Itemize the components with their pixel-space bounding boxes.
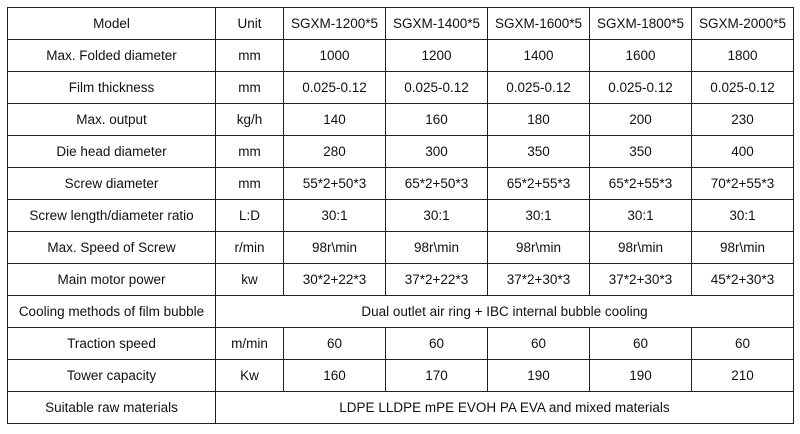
value-cell: 30:1: [488, 200, 590, 232]
model-header-cell: SGXM-1200*5: [284, 8, 386, 40]
unit-cell: kg/h: [216, 104, 284, 136]
row-label: Cooling methods of film bubble: [8, 296, 216, 328]
value-cell: 30*2+22*3: [284, 264, 386, 296]
row-label: Die head diameter: [8, 136, 216, 168]
header-row: [8, 8, 794, 40]
value-cell: 65*2+55*3: [590, 168, 692, 200]
value-cell: 98r\min: [284, 232, 386, 264]
value-cell: 280: [284, 136, 386, 168]
table-row: [8, 264, 794, 296]
row-label: Screw diameter: [8, 168, 216, 200]
value-cell: 0.025-0.12: [488, 72, 590, 104]
value-cell: 60: [488, 328, 590, 360]
value-cell: 200: [590, 104, 692, 136]
value-cell: 37*2+30*3: [488, 264, 590, 296]
value-cell: 30:1: [386, 200, 488, 232]
row-label: Tower capacity: [8, 360, 216, 392]
value-cell: 65*2+55*3: [488, 168, 590, 200]
row-label: Main motor power: [8, 264, 216, 296]
table-row: [8, 328, 794, 360]
model-header-cell: SGXM-1400*5: [386, 8, 488, 40]
row-label: Suitable raw materials: [8, 392, 216, 424]
value-cell: 65*2+50*3: [386, 168, 488, 200]
value-cell: 55*2+50*3: [284, 168, 386, 200]
header-unit-label: Unit: [216, 8, 284, 40]
value-cell: 0.025-0.12: [590, 72, 692, 104]
row-label: Traction speed: [8, 328, 216, 360]
value-cell: 1600: [590, 40, 692, 72]
row-label: Screw length/diameter ratio: [8, 200, 216, 232]
row-label: Max. Folded diameter: [8, 40, 216, 72]
table-row: [8, 232, 794, 264]
value-cell: 140: [284, 104, 386, 136]
unit-cell: mm: [216, 40, 284, 72]
value-cell: 98r\min: [488, 232, 590, 264]
value-cell: 190: [488, 360, 590, 392]
value-cell: 190: [590, 360, 692, 392]
table-row: [8, 392, 794, 424]
unit-cell: mm: [216, 72, 284, 104]
value-cell: 1400: [488, 40, 590, 72]
value-cell: 98r\min: [692, 232, 794, 264]
row-label: Max. output: [8, 104, 216, 136]
row-label: Max. Speed of Screw: [8, 232, 216, 264]
value-cell: 60: [386, 328, 488, 360]
row-label: Film thickness: [8, 72, 216, 104]
value-cell: 37*2+30*3: [590, 264, 692, 296]
value-cell: 60: [692, 328, 794, 360]
value-cell: 160: [284, 360, 386, 392]
model-header-cell: SGXM-1800*5: [590, 8, 692, 40]
table-row: [8, 168, 794, 200]
value-cell: 37*2+22*3: [386, 264, 488, 296]
value-cell: 350: [488, 136, 590, 168]
table-row: [8, 40, 794, 72]
value-cell: 1800: [692, 40, 794, 72]
unit-cell: L:D: [216, 200, 284, 232]
value-cell: 30:1: [692, 200, 794, 232]
spec-table-container: [7, 7, 794, 424]
value-cell: 60: [590, 328, 692, 360]
merged-value-cell: LDPE LLDPE mPE EVOH PA EVA and mixed materials: [216, 392, 794, 424]
value-cell: 210: [692, 360, 794, 392]
value-cell: 60: [284, 328, 386, 360]
table-row: [8, 360, 794, 392]
value-cell: 0.025-0.12: [284, 72, 386, 104]
value-cell: 30:1: [284, 200, 386, 232]
unit-cell: kw: [216, 264, 284, 296]
unit-cell: mm: [216, 136, 284, 168]
value-cell: 30:1: [590, 200, 692, 232]
value-cell: 170: [386, 360, 488, 392]
spec-table: [7, 7, 794, 424]
value-cell: 45*2+30*3: [692, 264, 794, 296]
table-row: [8, 104, 794, 136]
value-cell: 230: [692, 104, 794, 136]
header-model-label: Model: [8, 8, 216, 40]
value-cell: 70*2+55*3: [692, 168, 794, 200]
value-cell: 300: [386, 136, 488, 168]
value-cell: 1200: [386, 40, 488, 72]
merged-value-cell: Dual outlet air ring + IBC internal bubble cooling: [216, 296, 794, 328]
model-header-cell: SGXM-2000*5: [692, 8, 794, 40]
value-cell: 0.025-0.12: [692, 72, 794, 104]
table-row: [8, 200, 794, 232]
model-header-cell: SGXM-1600*5: [488, 8, 590, 40]
value-cell: 350: [590, 136, 692, 168]
value-cell: 0.025-0.12: [386, 72, 488, 104]
table-row: [8, 296, 794, 328]
unit-cell: m/min: [216, 328, 284, 360]
value-cell: 98r\min: [386, 232, 488, 264]
table-row: [8, 72, 794, 104]
unit-cell: mm: [216, 168, 284, 200]
value-cell: 1000: [284, 40, 386, 72]
value-cell: 180: [488, 104, 590, 136]
value-cell: 160: [386, 104, 488, 136]
value-cell: 400: [692, 136, 794, 168]
value-cell: 98r\min: [590, 232, 692, 264]
unit-cell: r/min: [216, 232, 284, 264]
table-row: [8, 136, 794, 168]
unit-cell: Kw: [216, 360, 284, 392]
